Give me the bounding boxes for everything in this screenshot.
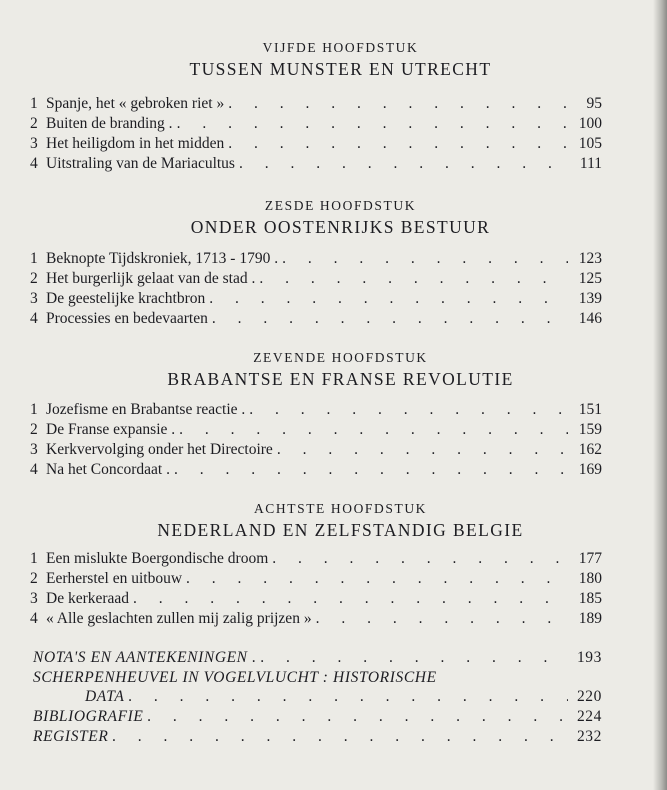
entry-number: 2 [30,115,38,132]
entry-page: 162 [578,441,602,458]
dot-leader [186,569,568,589]
dot-leader [133,589,568,609]
entry-title: Het heiligdom in het midden [46,135,225,152]
entry-page: 232 [576,728,602,745]
chapter-title: BRABANTSE EN FRANSE REVOLUTIE [167,369,514,389]
toc-entry [30,94,602,114]
entry-title: BIBLIOGRAFIE [33,708,144,725]
entry-page: 169 [578,461,602,478]
entry-number: 2 [30,570,38,587]
chapter-label: ZEVENDE HOOFDSTUK [253,350,428,365]
toc-entry-bibliography [33,707,602,727]
entry-page: 180 [578,570,602,587]
entry-title: Eerherstel en uitbouw [46,570,183,587]
dot-leader [228,134,568,154]
entry-number: 3 [30,135,38,152]
chapter-title: ONDER OOSTENRIJKS BESTUUR [190,217,491,237]
entry-page: 123 [578,250,602,267]
entry-number: 3 [30,290,38,307]
entry-number: 1 [30,550,38,567]
entry-page: 95 [586,95,602,112]
entry-title-line-2: DATA [85,688,125,705]
toc-entry [30,154,602,174]
entry-title: Spanje, het « gebroken riet » [46,95,225,112]
dot-leader [148,707,568,727]
entry-page: 220 [576,688,602,705]
entry-page: 189 [578,610,602,627]
chapter-8 [0,501,667,541]
entry-page: 105 [578,135,602,152]
toc-entry [30,460,602,480]
entry-page: 100 [578,115,602,132]
dot-leader [174,460,568,480]
toc-entry [30,400,602,420]
entry-page: 177 [578,550,602,567]
dot-leader [177,114,568,134]
chapter-5-entries [30,94,602,174]
toc-entry-notes [33,648,602,668]
entry-page: 111 [579,155,602,172]
entry-page: 224 [576,708,602,725]
chapter-6-entries [30,249,602,329]
chapter-8-entries [30,549,602,629]
toc-entry [30,114,602,134]
entry-page: 151 [578,401,602,418]
entry-title: Jozefisme en Brabantse reactie . [46,401,246,418]
entry-page: 185 [578,590,602,607]
chapter-6 [0,198,667,238]
entry-number: 4 [30,461,38,478]
chapter-label: ACHTSTE HOOFDSTUK [253,501,428,516]
entry-page: 193 [576,649,602,666]
dot-leader [249,400,568,420]
toc-entry [30,269,602,289]
entry-title: Het burgerlijk gelaat van de stad . [46,270,256,287]
dot-leader [212,309,568,329]
chapter-title: TUSSEN MUNSTER EN UTRECHT [189,59,492,79]
dot-leader [316,609,568,629]
back-matter [33,648,602,747]
chapter-7-entries [30,400,602,480]
entry-number: 2 [30,421,38,438]
entry-number: 1 [30,401,38,418]
toc-entry [30,589,602,609]
entry-title: Beknopte Tijdskroniek, 1713 - 1790 . [46,250,279,267]
dot-leader [209,289,568,309]
dot-leader [272,549,568,569]
entry-number: 2 [30,270,38,287]
toc-entry [30,440,602,460]
entry-number: 3 [30,441,38,458]
entry-number: 1 [30,95,38,112]
entry-number: 4 [30,310,38,327]
entry-title: De kerkeraad [46,590,130,607]
toc-entry [30,134,602,154]
entry-number: 1 [30,250,38,267]
toc-entry-register [33,727,602,747]
entry-title-line-1: SCHERPENHEUVEL IN VOGELVLUCHT : HISTORISCHE [33,669,437,686]
page-edge-shadow [653,0,667,790]
entry-number: 3 [30,590,38,607]
entry-number: 4 [30,155,38,172]
chapter-7 [0,350,667,390]
entry-title: NOTA'S EN AANTEKENINGEN . [33,649,257,666]
toc-entry [30,549,602,569]
entry-title: Kerkvervolging onder het Directoire [46,441,273,458]
chapter-title: NEDERLAND EN ZELFSTANDIG BELGIE [157,520,524,540]
entry-title: Processies en bedevaarten [46,310,208,327]
entry-title: De Franse expansie . [46,421,176,438]
toc-entry [30,249,602,269]
entry-title: Na het Concordaat . [46,461,170,478]
entry-title: De geestelijke krachtbron [46,290,206,307]
dot-leader [228,94,568,114]
dot-leader [259,269,568,289]
dot-leader [277,440,568,460]
entry-title: REGISTER [33,728,109,745]
entry-page: 159 [578,421,602,438]
entry-number: 4 [30,610,38,627]
chapter-label: ZESDE HOOFDSTUK [264,198,417,213]
entry-title: Uitstraling van de Mariacultus [46,155,235,172]
entry-page: 139 [578,290,602,307]
dot-leader [261,648,568,668]
toc-entry-overview [33,687,602,707]
entry-page: 146 [578,310,602,327]
chapter-label: VIJFDE HOOFDSTUK [262,40,419,55]
toc-entry [30,609,602,629]
toc-entry [30,309,602,329]
toc-entry [30,569,602,589]
entry-page: 125 [578,270,602,287]
dot-leader [239,154,568,174]
entry-title: Buiten de branding . [46,115,173,132]
entry-title: « Alle geslachten zullen mij zalig prijzen » [46,610,312,627]
dot-leader [179,420,568,440]
entry-title: Een mislukte Boergondische droom [46,550,269,567]
chapter-5 [0,40,667,80]
dot-leader [282,249,568,269]
toc-entry [30,289,602,309]
toc-entry [30,420,602,440]
dot-leader [128,687,568,707]
dot-leader [112,727,568,747]
